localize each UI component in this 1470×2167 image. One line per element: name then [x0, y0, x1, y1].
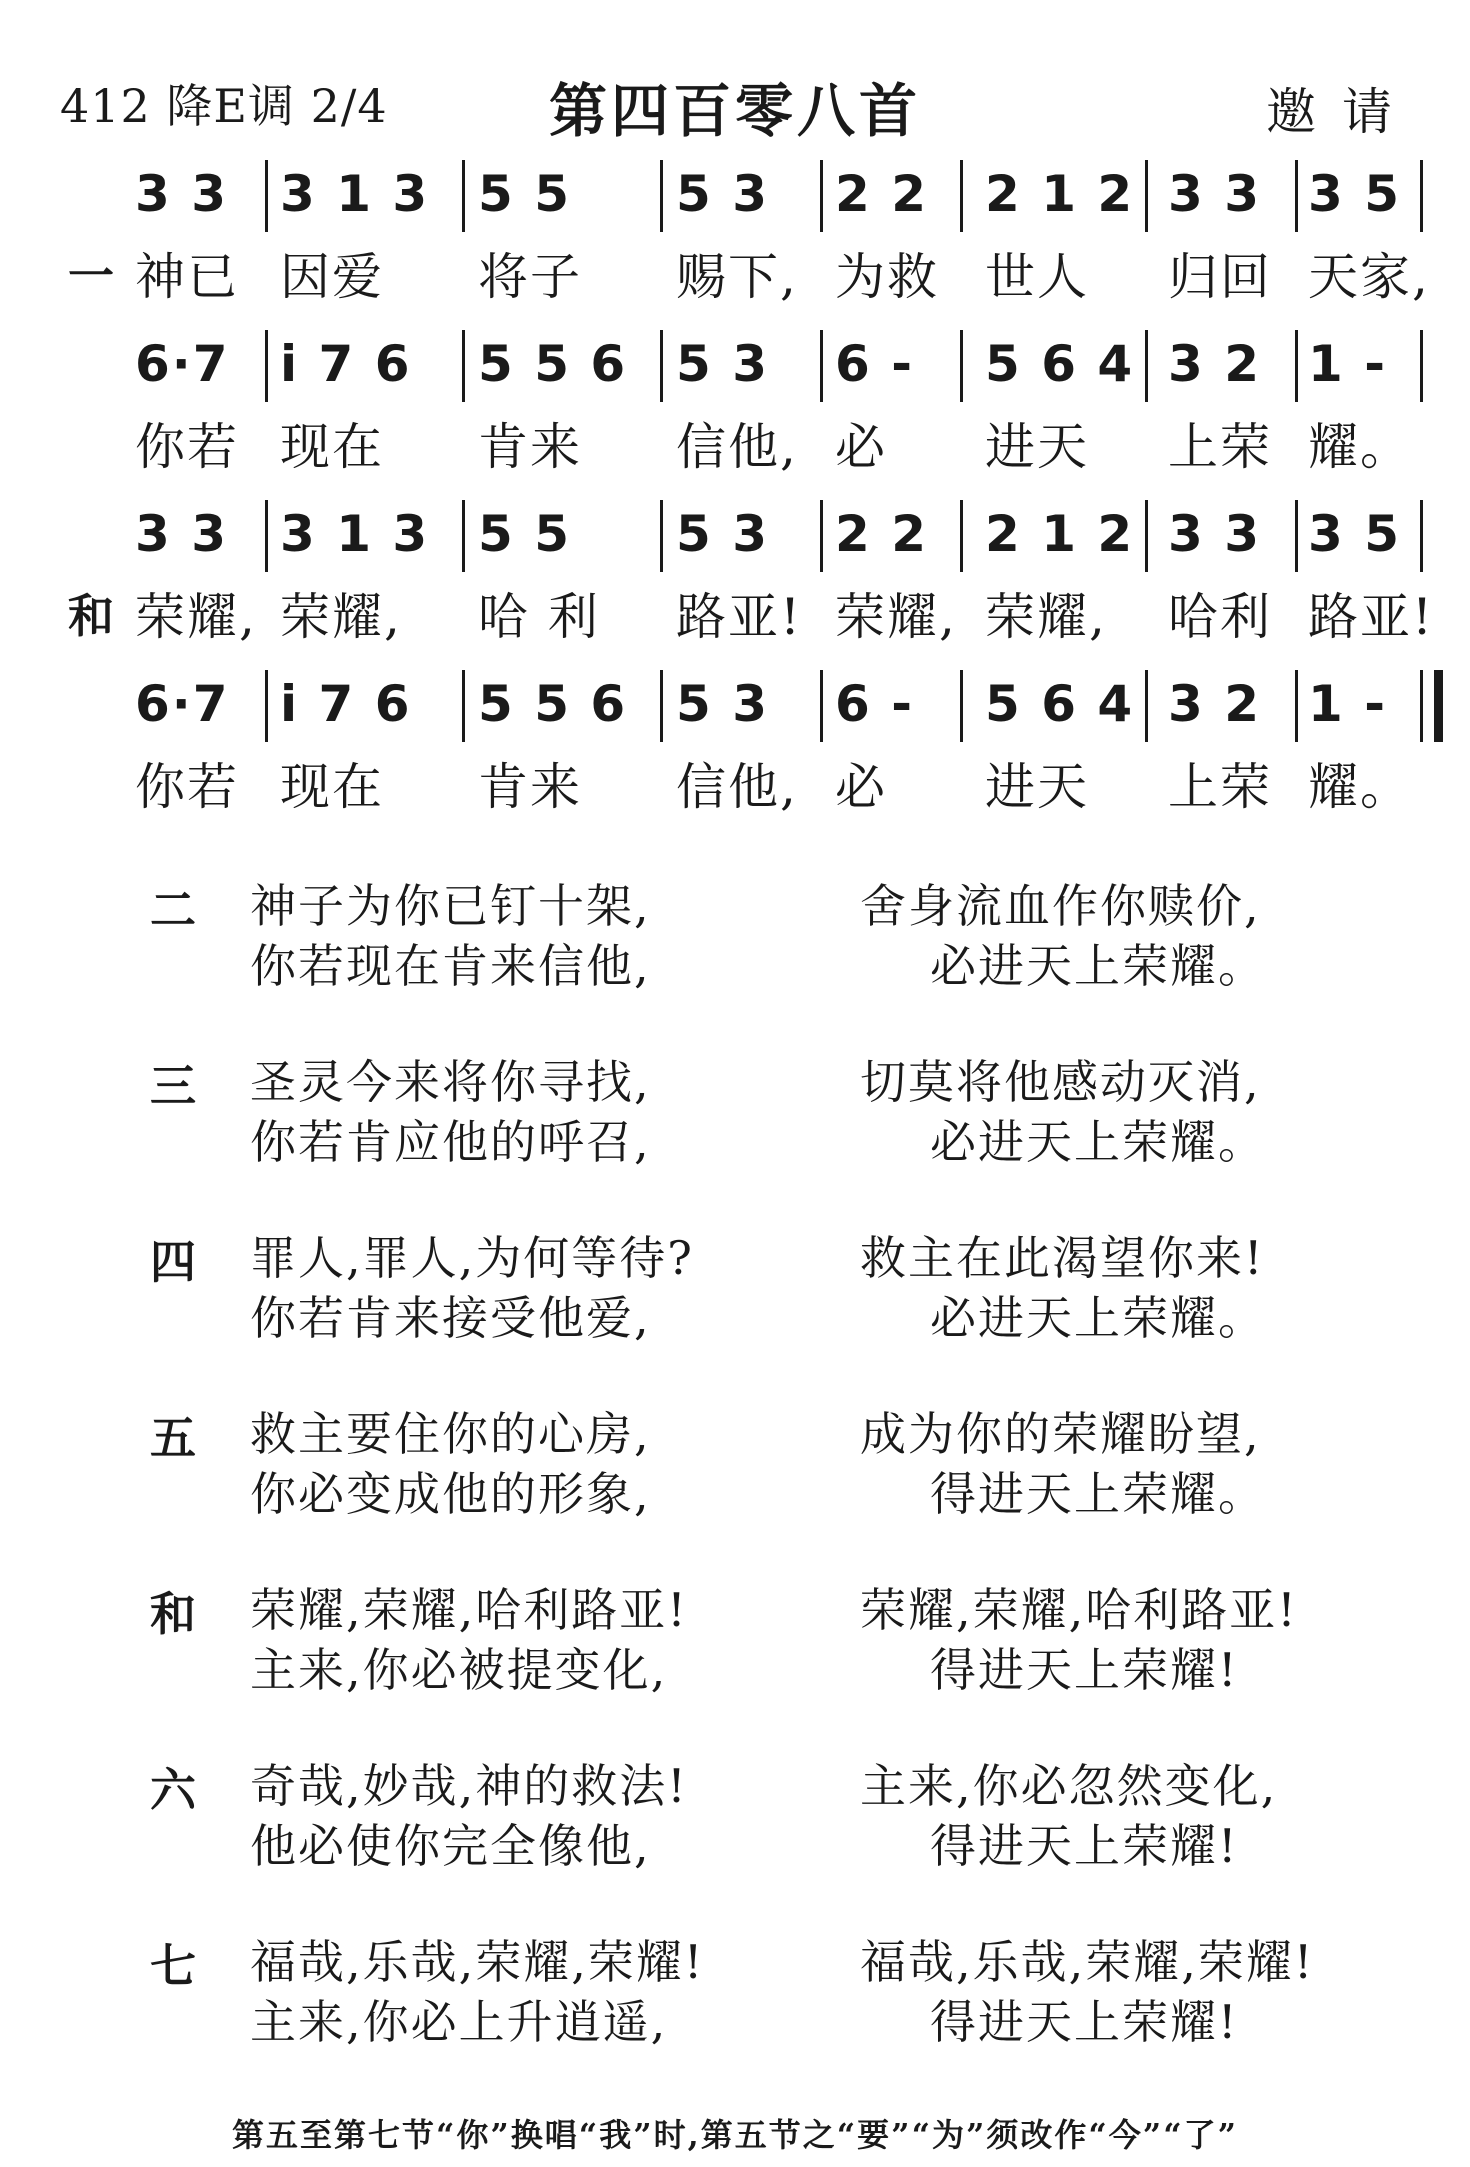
verse-line-2b: 必进天上荣耀。 [930, 1291, 1266, 1345]
lyric-syllables: 上荣 [1168, 758, 1272, 816]
note-group: 5 5 [478, 505, 571, 563]
hymn-header [0, 60, 1470, 145]
barline [1295, 330, 1298, 402]
lyric-syllables: 肯来 [478, 758, 582, 816]
verse-line-2a: 你若肯应他的呼召, [250, 1115, 651, 1169]
verse-line-1a: 救主要住你的心房, [250, 1407, 651, 1461]
barline [462, 160, 465, 232]
barline [265, 670, 268, 742]
lyric-syllables: 荣耀, [280, 588, 402, 646]
verse-line-2b: 得进天上荣耀。 [930, 1467, 1266, 1521]
verse-number: 五 [150, 1411, 196, 1465]
lyric-syllables: 天家, [1308, 248, 1430, 306]
barline [960, 330, 963, 402]
barline [1145, 670, 1148, 742]
verse-line-1b: 切莫将他感动灭消, [860, 1055, 1261, 1109]
verse-line-2a: 他必使你完全像他, [250, 1819, 651, 1873]
barline [820, 500, 823, 572]
hymn-title: 第四百零八首 [548, 77, 921, 145]
verse-number: 六 [150, 1763, 196, 1817]
score [0, 165, 1470, 845]
verse-line-1b: 荣耀,荣耀,哈利路亚! [860, 1583, 1298, 1637]
barline [462, 500, 465, 572]
lyric-syllables: 你若 [135, 418, 239, 476]
lyric-syllables: 信他, [676, 418, 798, 476]
note-group: 1 - [1308, 675, 1387, 733]
verse-line-1b: 成为你的荣耀盼望, [860, 1407, 1261, 1461]
note-group: 5 6 4 [985, 675, 1135, 733]
lyric-syllables: 将子 [478, 248, 582, 306]
lyric-syllables: 信他, [676, 758, 798, 816]
verse-line-1b: 救主在此渴望你来! [860, 1231, 1265, 1285]
verse-line-1b: 主来,你必忽然变化, [860, 1759, 1278, 1813]
note-group: 6 - [835, 335, 914, 393]
note-group: 3 1 3 [280, 505, 430, 563]
note-group: 5 5 6 [478, 675, 628, 733]
note-group: 6·7 [135, 675, 230, 733]
note-group: 3 2 [1168, 675, 1261, 733]
note-group: 2 2 [835, 165, 928, 223]
barline [960, 670, 963, 742]
verse-line-1a: 福哉,乐哉,荣耀,荣耀! [250, 1935, 705, 1989]
barline [1420, 500, 1423, 572]
note-group: 3 3 [1168, 165, 1261, 223]
note-group: 5 5 [478, 165, 571, 223]
barline [820, 330, 823, 402]
verse-line-1a: 奇哉,妙哉,神的救法! [250, 1759, 688, 1813]
barline [265, 160, 268, 232]
verse-line-2b: 必进天上荣耀。 [930, 1115, 1266, 1169]
note-group: 3 3 [1168, 505, 1261, 563]
lyric-syllables: 进天 [985, 758, 1089, 816]
note-group: i 7 6 [280, 335, 412, 393]
hymn-theme: 邀请 [1266, 83, 1418, 141]
verse-line-1a: 罪人,罪人,为何等待? [250, 1231, 694, 1285]
note-group: 3 3 [135, 505, 228, 563]
verse-block [0, 870, 1470, 1000]
lyric-syllables: 耀。 [1308, 418, 1412, 476]
note-group: 5 6 4 [985, 335, 1135, 393]
note-group: 5 5 6 [478, 335, 628, 393]
note-group: 3 5 [1308, 165, 1401, 223]
barline [462, 330, 465, 402]
lyric-syllables: 现在 [280, 418, 384, 476]
lyric-syllables: 耀。 [1308, 758, 1412, 816]
barline [820, 670, 823, 742]
note-group: 5 3 [676, 675, 769, 733]
lyric-syllables: 因爱 [280, 248, 384, 306]
verse-block [0, 1222, 1470, 1352]
lyric-syllables: 荣耀, [835, 588, 957, 646]
verse-block [0, 1046, 1470, 1176]
verse-number: 二 [150, 883, 196, 937]
note-group: 1 - [1308, 335, 1387, 393]
barline [1420, 330, 1423, 402]
barline [1145, 330, 1148, 402]
verse-block [0, 1398, 1470, 1528]
hymn-number-key-meter: 412 降E调 2/4 [60, 79, 388, 133]
barline [660, 330, 663, 402]
barline [1295, 670, 1298, 742]
lyric-syllables: 赐下, [676, 248, 798, 306]
verse-block [0, 1750, 1470, 1880]
note-group: 2 2 [835, 505, 928, 563]
barline [660, 500, 663, 572]
barline [265, 330, 268, 402]
barline [1420, 670, 1423, 742]
lyric-syllables: 荣耀, [135, 588, 257, 646]
note-group: 5 3 [676, 165, 769, 223]
lyric-syllables: 进天 [985, 418, 1089, 476]
verse-number: 四 [150, 1235, 196, 1289]
lyric-syllables: 必 [835, 418, 887, 476]
barline [660, 670, 663, 742]
barline [265, 500, 268, 572]
verse-line-1b: 舍身流血作你赎价, [860, 879, 1261, 933]
barline [660, 160, 663, 232]
lyric-syllables: 哈利 [1168, 588, 1272, 646]
verse-block [0, 1574, 1470, 1704]
verse-line-1b: 福哉,乐哉,荣耀,荣耀! [860, 1935, 1315, 1989]
lyric-syllables: 世人 [985, 248, 1089, 306]
score-verse-label: 一 [68, 249, 114, 303]
verse-number: 和 [150, 1587, 196, 1641]
verse-line-2b: 必进天上荣耀。 [930, 939, 1266, 993]
barline [1145, 160, 1148, 232]
score-verse-label: 和 [68, 589, 114, 643]
verse-line-1a: 圣灵今来将你寻找, [250, 1055, 651, 1109]
barline [1295, 160, 1298, 232]
note-group: 2 1 2 [985, 505, 1135, 563]
lyric-syllables: 荣耀, [985, 588, 1107, 646]
verse-line-2a: 你必变成他的形象, [250, 1467, 651, 1521]
final-barline [1434, 670, 1443, 742]
verse-block [0, 1926, 1470, 2056]
lyric-syllables: 哈 利 [478, 588, 600, 646]
lyric-syllables: 肯来 [478, 418, 582, 476]
lyric-syllables: 路亚! [676, 588, 803, 646]
note-group: 6·7 [135, 335, 230, 393]
verse-line-1a: 荣耀,荣耀,哈利路亚! [250, 1583, 688, 1637]
verse-line-1a: 神子为你已钉十架, [250, 879, 651, 933]
lyric-syllables: 现在 [280, 758, 384, 816]
verse-number: 三 [150, 1059, 196, 1113]
verse-line-2a: 你若现在肯来信他, [250, 939, 651, 993]
lyric-syllables: 为救 [835, 248, 939, 306]
lyric-syllables: 上荣 [1168, 418, 1272, 476]
verse-line-2a: 主来,你必上升逍遥, [250, 1995, 668, 2049]
verse-line-2a: 你若肯来接受他爱, [250, 1291, 651, 1345]
barline [1420, 160, 1423, 232]
footnote: 第五至第七节“你”换唱“我”时,第五节之“要”“为”须改作“今”“了” [231, 2116, 1239, 2154]
note-group: 3 2 [1168, 335, 1261, 393]
note-group: 5 3 [676, 505, 769, 563]
barline [1295, 500, 1298, 572]
lyric-syllables: 你若 [135, 758, 239, 816]
barline [1145, 500, 1148, 572]
lyric-syllables: 必 [835, 758, 887, 816]
note-group: i 7 6 [280, 675, 412, 733]
verse-line-2b: 得进天上荣耀! [930, 1995, 1239, 2049]
lyric-syllables: 归回 [1168, 248, 1272, 306]
lyric-syllables: 路亚! [1308, 588, 1435, 646]
barline [462, 670, 465, 742]
note-group: 3 5 [1308, 505, 1401, 563]
note-group: 3 3 [135, 165, 228, 223]
barline [960, 500, 963, 572]
lyric-syllables: 神已 [135, 248, 239, 306]
barline [960, 160, 963, 232]
verse-number: 七 [150, 1939, 196, 1993]
note-group: 3 1 3 [280, 165, 430, 223]
note-group: 6 - [835, 675, 914, 733]
note-group: 5 3 [676, 335, 769, 393]
verse-line-2b: 得进天上荣耀! [930, 1643, 1239, 1697]
barline [820, 160, 823, 232]
verse-line-2a: 主来,你必被提变化, [250, 1643, 668, 1697]
verse-line-2b: 得进天上荣耀! [930, 1819, 1239, 1873]
note-group: 2 1 2 [985, 165, 1135, 223]
